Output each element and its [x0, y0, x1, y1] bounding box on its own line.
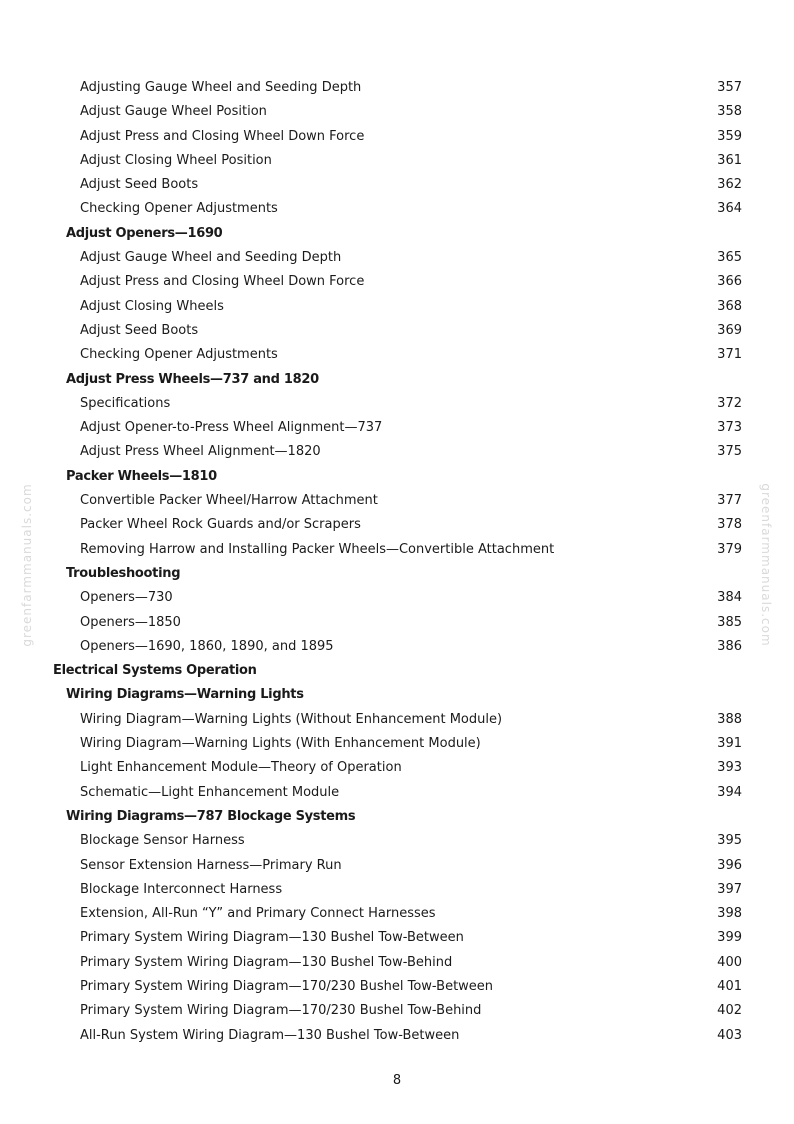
toc-entry-page: 377 — [717, 493, 742, 509]
toc-entry-page: 396 — [717, 857, 742, 873]
toc-entry-page: 399 — [717, 930, 742, 946]
toc-entry-page: 368 — [717, 298, 742, 314]
toc-entry[interactable] — [0, 902, 794, 926]
toc-entry-title: Packer Wheels—1810 — [66, 468, 217, 484]
toc-entry-title: Adjust Gauge Wheel Position — [80, 104, 267, 120]
toc-entry-page: 388 — [717, 711, 742, 727]
toc-entry-page: 401 — [717, 978, 742, 994]
toc-entry[interactable] — [0, 999, 794, 1023]
toc-entry[interactable] — [0, 951, 794, 975]
toc-entry-title: Wiring Diagram—Warning Lights (With Enhancement Module) — [80, 736, 481, 752]
toc-entry-title: Adjust Gauge Wheel and Seeding Depth — [80, 250, 342, 266]
toc-entry[interactable] — [0, 270, 794, 294]
toc-entry[interactable] — [0, 829, 794, 853]
toc-entry-page: 397 — [717, 881, 742, 897]
toc-entry[interactable] — [0, 319, 794, 343]
toc-entry[interactable] — [0, 295, 794, 319]
toc-heading[interactable] — [0, 562, 794, 586]
toc-entry[interactable] — [0, 125, 794, 149]
toc-entry-page: 378 — [717, 517, 742, 533]
toc-entry[interactable] — [0, 878, 794, 902]
toc-heading[interactable] — [0, 805, 794, 829]
toc-entry-page: 385 — [717, 614, 742, 630]
toc-entry-page: 369 — [717, 322, 742, 338]
toc-entry-page: 402 — [717, 1003, 742, 1019]
table-of-contents — [0, 76, 794, 1048]
toc-entry-page: 371 — [717, 347, 742, 363]
toc-entry[interactable] — [0, 854, 794, 878]
toc-heading[interactable] — [0, 368, 794, 392]
toc-entry-page: 393 — [717, 760, 742, 776]
toc-entry-page: 372 — [717, 395, 742, 411]
toc-entry[interactable] — [0, 489, 794, 513]
watermark-right: greenfarmmanuals.com — [759, 483, 773, 647]
toc-entry-title: Wiring Diagrams—787 Blockage Systems — [66, 808, 356, 824]
toc-entry-title: Openers—1690, 1860, 1890, and 1895 — [80, 638, 334, 654]
toc-entry[interactable] — [0, 975, 794, 999]
toc-entry-page: 386 — [717, 638, 742, 654]
toc-entry[interactable] — [0, 392, 794, 416]
toc-entry-title: Removing Harrow and Installing Packer Wheels—Convertible Attachment — [80, 541, 555, 557]
toc-entry[interactable] — [0, 586, 794, 610]
toc-entry[interactable] — [0, 635, 794, 659]
toc-entry[interactable] — [0, 343, 794, 367]
toc-heading[interactable] — [0, 659, 794, 683]
toc-entry-page: 394 — [717, 784, 742, 800]
toc-entry-title: Electrical Systems Operation — [53, 663, 257, 679]
watermark-left: greenfarmmanuals.com — [20, 483, 34, 647]
toc-entry-page: 403 — [717, 1027, 742, 1043]
toc-entry-title: Adjust Press and Closing Wheel Down Force — [80, 274, 365, 290]
toc-entry-title: Openers—730 — [80, 590, 173, 606]
toc-entry-page: 391 — [717, 736, 742, 752]
toc-entry-title: Checking Opener Adjustments — [80, 347, 278, 363]
toc-entry-title: Wiring Diagram—Warning Lights (Without Enhancement Module) — [80, 711, 503, 727]
toc-entry[interactable] — [0, 781, 794, 805]
toc-entry-page: 384 — [717, 590, 742, 606]
toc-entry-page: 358 — [717, 104, 742, 120]
toc-entry[interactable] — [0, 149, 794, 173]
toc-entry-title: Adjust Press Wheel Alignment—1820 — [80, 444, 321, 460]
toc-heading[interactable] — [0, 222, 794, 246]
toc-entry-page: 366 — [717, 274, 742, 290]
toc-entry-title: Blockage Sensor Harness — [80, 833, 245, 849]
toc-heading[interactable] — [0, 683, 794, 707]
toc-entry-title: Adjust Press Wheels—737 and 1820 — [66, 371, 319, 387]
toc-entry-title: Light Enhancement Module—Theory of Operation — [80, 760, 402, 776]
toc-entry-title: Adjust Opener-to-Press Wheel Alignment—737 — [80, 420, 383, 436]
toc-entry-page: 359 — [717, 128, 742, 144]
toc-entry[interactable] — [0, 100, 794, 124]
toc-entry-title: Primary System Wiring Diagram—170/230 Bushel Tow-Between — [80, 978, 494, 994]
toc-entry-title: Adjusting Gauge Wheel and Seeding Depth — [80, 80, 362, 95]
toc-entry-title: Adjust Seed Boots — [80, 322, 199, 338]
toc-entry-page: 398 — [717, 906, 742, 922]
toc-entry[interactable] — [0, 173, 794, 197]
toc-entry[interactable] — [0, 416, 794, 440]
toc-entry-title: Sensor Extension Harness—Primary Run — [80, 857, 342, 873]
toc-entry-title: Openers—1850 — [80, 614, 181, 630]
toc-entry-title: All-Run System Wiring Diagram—130 Bushel Tow-Between — [80, 1027, 460, 1043]
toc-entry-title: Convertible Packer Wheel/Harrow Attachment — [80, 493, 378, 509]
toc-entry-title: Troubleshooting — [66, 565, 181, 581]
toc-entry-page: 373 — [717, 420, 742, 436]
page-number: 8 — [392, 1073, 402, 1088]
toc-entry-page: 365 — [717, 250, 742, 266]
toc-entry[interactable] — [0, 708, 794, 732]
toc-entry[interactable] — [0, 76, 794, 100]
toc-entry-page: 361 — [717, 152, 742, 168]
toc-entry[interactable] — [0, 246, 794, 270]
toc-entry-title: Packer Wheel Rock Guards and/or Scrapers — [80, 517, 361, 533]
toc-entry-title: Adjust Closing Wheel Position — [80, 152, 272, 168]
toc-entry-page: 395 — [717, 833, 742, 849]
toc-entry-page: 364 — [717, 201, 742, 217]
toc-entry[interactable] — [0, 440, 794, 464]
toc-heading[interactable] — [0, 465, 794, 489]
toc-entry-title: Extension, All-Run “Y” and Primary Connect Harnesses — [80, 906, 436, 922]
toc-entry[interactable] — [0, 538, 794, 562]
toc-entry-title: Primary System Wiring Diagram—130 Bushel Tow-Behind — [80, 954, 453, 970]
toc-entry[interactable] — [0, 513, 794, 537]
toc-entry-page: 362 — [717, 177, 742, 193]
toc-entry-title: Checking Opener Adjustments — [80, 201, 278, 217]
toc-entry[interactable] — [0, 1024, 794, 1048]
toc-entry-title: Adjust Openers—1690 — [66, 225, 223, 241]
toc-entry-page: 357 — [717, 80, 742, 95]
toc-entry-title: Schematic—Light Enhancement Module — [80, 784, 340, 800]
toc-entry-title: Primary System Wiring Diagram—130 Bushel Tow-Between — [80, 930, 464, 946]
toc-entry-title: Adjust Press and Closing Wheel Down Force — [80, 128, 365, 144]
toc-entry-title: Adjust Closing Wheels — [80, 298, 224, 314]
toc-entry[interactable] — [0, 756, 794, 780]
toc-entry[interactable] — [0, 926, 794, 950]
toc-entry-title: Adjust Seed Boots — [80, 177, 199, 193]
toc-entry-page: 379 — [717, 541, 742, 557]
toc-entry[interactable] — [0, 611, 794, 635]
toc-entry-title: Primary System Wiring Diagram—170/230 Bushel Tow-Behind — [80, 1003, 482, 1019]
toc-entry-page: 400 — [717, 954, 742, 970]
toc-entry[interactable] — [0, 732, 794, 756]
toc-entry-title: Blockage Interconnect Harness — [80, 881, 283, 897]
toc-entry-title: Wiring Diagrams—Warning Lights — [66, 687, 304, 703]
toc-entry-page: 375 — [717, 444, 742, 460]
toc-entry[interactable] — [0, 197, 794, 221]
toc-entry-title: Specifications — [80, 395, 171, 411]
